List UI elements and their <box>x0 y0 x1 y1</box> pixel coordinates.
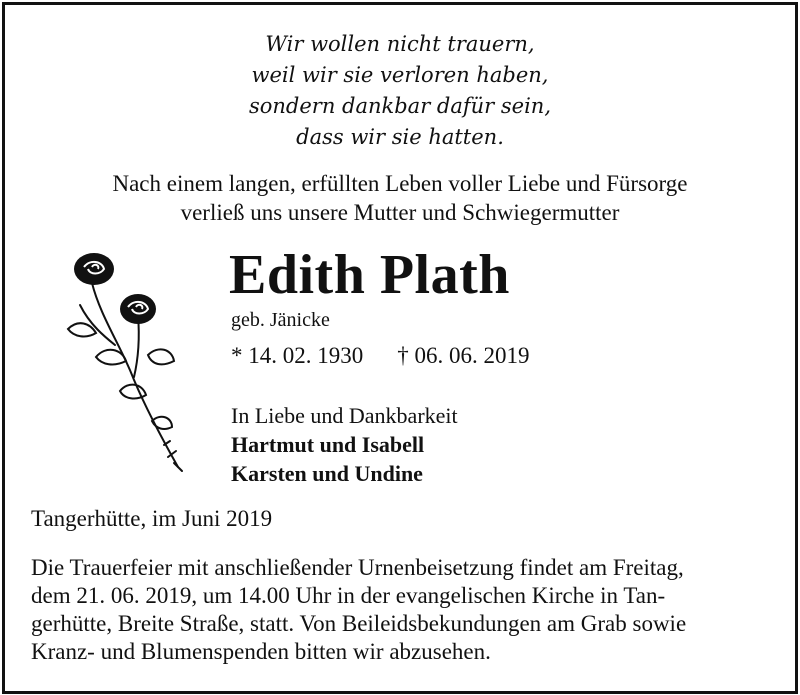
obituary-card <box>2 2 798 694</box>
deceased-name: Edith Plath <box>229 244 510 306</box>
birth-date: * 14. 02. 1930 <box>231 343 364 368</box>
life-dates <box>231 342 530 370</box>
poem-line: dass wir sie hatten. <box>296 125 504 149</box>
funeral-line: Die Trauerfeier mit anschließender Urnenbeisetzung findet am Freitag, <box>31 555 684 580</box>
rose-icon <box>60 245 200 477</box>
poem-line: sondern dankbar dafür sein, <box>248 94 552 118</box>
mourner-names: Hartmut und Isabell <box>231 432 425 457</box>
funeral-line: dem 21. 06. 2019, um 14.00 Uhr in der evangelischen Kirche in Tan- <box>31 583 666 608</box>
funeral-line: gerhütte, Breite Straße, statt. Von Beileidsbekundungen am Grab sowie <box>31 611 687 636</box>
poem-line: Wir wollen nicht trauern, <box>265 32 535 56</box>
poem-line: weil wir sie verloren haben, <box>251 63 549 87</box>
maiden-name: geb. Jänicke <box>231 309 330 331</box>
death-date: † 06. 06. 2019 <box>397 343 530 368</box>
poem <box>5 29 795 153</box>
mourners-intro: In Liebe und Dankbarkeit <box>231 403 458 428</box>
mourner-names: Karsten und Undine <box>231 461 423 486</box>
mourners <box>231 401 458 488</box>
intro-text <box>5 169 795 227</box>
intro-line: Nach einem langen, erfüllten Leben voller Liebe und Fürsorge <box>112 171 688 196</box>
place-date: Tangerhütte, im Juni 2019 <box>31 506 273 531</box>
funeral-notice <box>31 554 783 666</box>
intro-line: verließ uns unsere Mutter und Schwiegermutter <box>180 200 620 225</box>
funeral-line: Kranz- und Blumenspenden bitten wir abzusehen. <box>31 639 491 664</box>
